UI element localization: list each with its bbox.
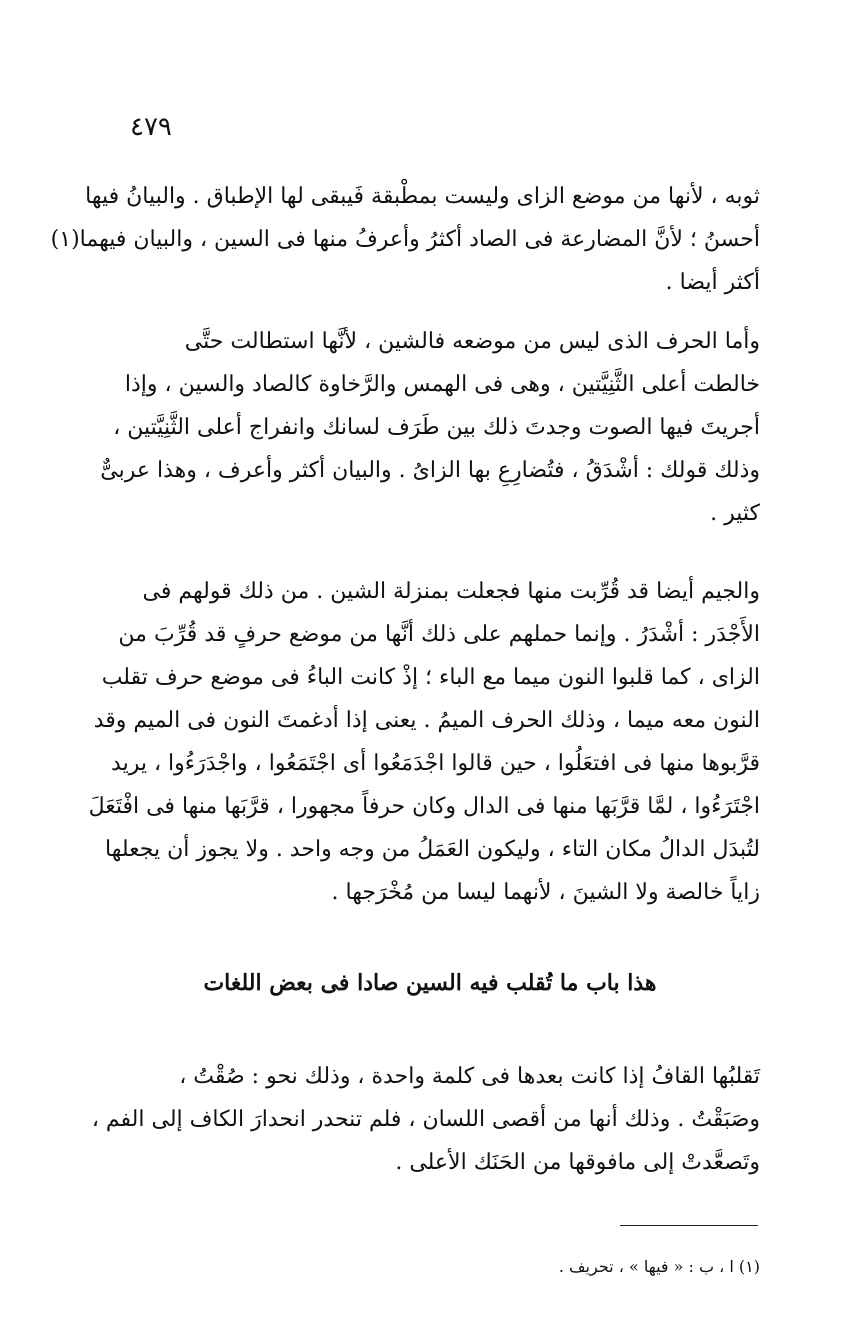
- text-line: والجيم أيضا قد قُرِّبت منها فجعلت بمنزلة الشين . من ذلك قولهم فى: [142, 579, 760, 604]
- text-line: وذلك قولك : أشْدَقُ ، فتُضارِعِ بها الزاىُ . والبيان أكثر وأعرف ، وهذا عربىٌّ: [100, 458, 760, 483]
- text-line: خالطت أعلى الثَّنِيَّتين ، وهى فى الهمس والرَّخاوة كالصاد والسين ، وإذا: [124, 372, 760, 397]
- text-line: أكثر أيضا .: [665, 270, 760, 295]
- text-line: الزاى ، كما قلبوا النون ميما مع الباء ؛ إذْ كانت الباءُ فى موضع حرف تقلب: [101, 665, 760, 690]
- paragraph-1: [50, 175, 760, 304]
- footnote: (١) ا ، ب : « فيها » ، تحريف .: [558, 1257, 760, 1276]
- text-line: تَقلبُها القافُ إذا كانت بعدها فى كلمة واحدة ، وذلك نحو : صُقْتُ ،: [179, 1064, 760, 1089]
- section-heading: هذا باب ما تُقلب فيه السين صادا فى بعض اللغات: [203, 970, 657, 996]
- text-line: أجريتَ فيها الصوت وجدتَ ذلك بين طَرَف لسانك وانفراج أعلى الثَّنِيَّتين ،: [113, 415, 760, 440]
- text-line: اجْتَرَءُوا ، لمَّا قرَّبَها منها فى الدال وكان حرفاً مجهورا ، قرَّبَها منها فى افْتَعَلَ: [88, 794, 760, 819]
- text-line: أحسنُ ؛ لأنَّ المضارعة فى الصاد أكثرُ وأعرفُ منها فى السين ، والبيان فيهما(١): [50, 227, 760, 252]
- paragraph-4: [91, 1055, 760, 1184]
- text-line: الأَجْدَر : أشْدَرُ . وإنما حملهم على ذلك أنَّها من موضع حرفٍ قد قُرِّبَ من: [118, 622, 760, 647]
- text-line: ثوبه ، لأنها من موضع الزاى وليست بمطْبقة فَيبقى لها الإطباق . والبيانُ فيها: [85, 184, 760, 209]
- paragraph-2: [100, 320, 760, 535]
- text-line: وصَبَقْتُ . وذلك أنها من أقصى اللسان ، فلم تنحدر انحدارَ الكاف إلى الفم ،: [91, 1107, 760, 1132]
- text-line: وتَصعَّدتْ إلى مافوقها من الحَنَك الأعلى .: [395, 1150, 760, 1175]
- text-line: النون معه ميما ، وذلك الحرف الميمُ . يعنى إذا أدغمتَ النون فى الميم وقد: [93, 708, 760, 733]
- footnote-divider: [620, 1225, 758, 1226]
- page-number: ٤٧٩: [130, 112, 172, 142]
- text-line: زاياً خالصة ولا الشينَ ، لأنهما ليسا من مُخْرَجها .: [331, 880, 760, 905]
- text-line: قرَّبوها منها فى افتعَلُوا ، حين قالوا اجْدَمَعُوا أى اجْتَمَعُوا ، واجْدَرَءُوا ، يريد: [111, 751, 760, 776]
- text-line: وأما الحرف الذى ليس من موضعه فالشين ، لأنَّها استطالت حتَّى: [184, 329, 760, 354]
- text-line: لتُبدَل الدالُ مكان التاء ، وليكون العَمَلُ من وجه واحد . ولا يجوز أن يجعلها: [105, 837, 760, 862]
- text-line: كثير .: [710, 501, 760, 526]
- paragraph-3: [88, 570, 760, 914]
